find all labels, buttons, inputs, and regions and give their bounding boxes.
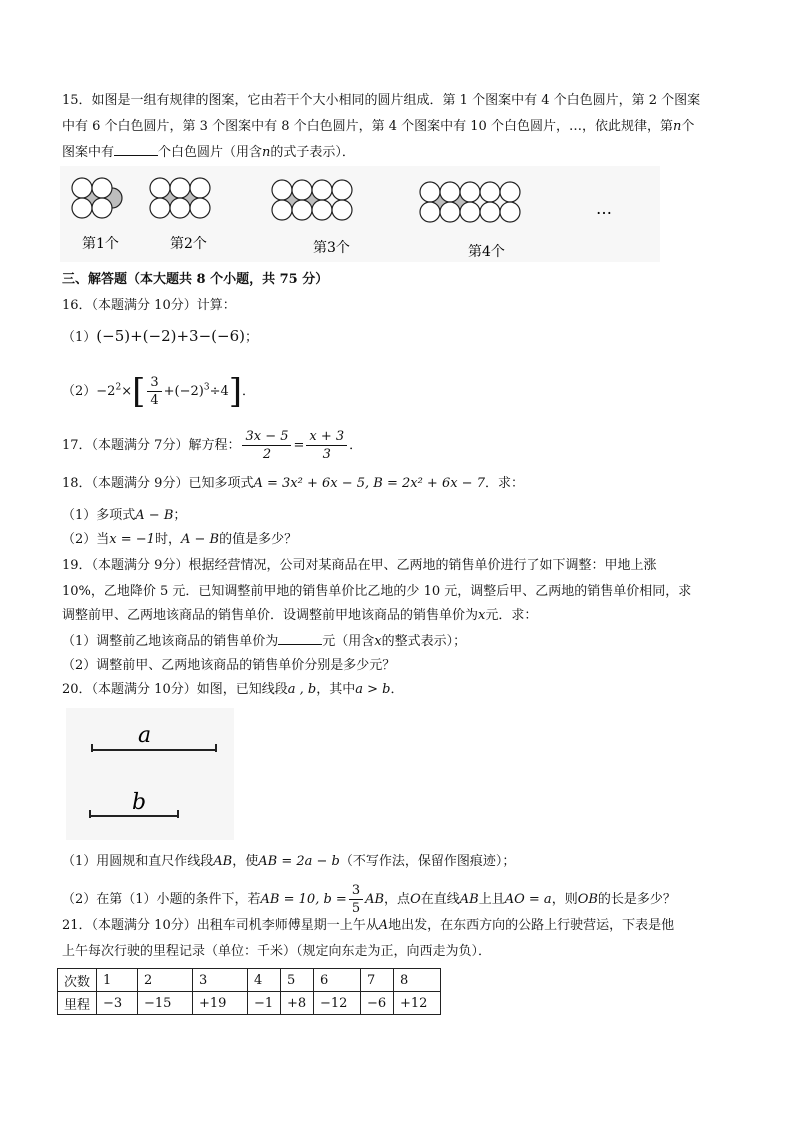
q16-p2-exp2: 3: [203, 382, 210, 393]
q19-line3-var: x: [478, 608, 486, 623]
q20-p2-end: 的长是多少？: [597, 892, 676, 907]
q20-p2-mid2: 在直线: [420, 892, 460, 907]
table-cell: +8: [281, 992, 314, 1015]
q21-line1-pre: 21．（本题满分 10分）出租车司机李师傅星期一上午从: [62, 918, 379, 933]
q20-p1-mid: ，使: [232, 854, 259, 869]
q19-line1: 19．（本题满分 9分）根据经营情况，公司对某商品在甲、乙两地的销售单价进行了如下调整：甲地上涨: [62, 558, 657, 573]
q15-line3: [62, 143, 355, 163]
q16-p2-fraction: [147, 374, 161, 409]
q16-p2-lbracket: [: [132, 371, 146, 412]
q20-p2-o: O: [410, 892, 421, 907]
q20-p2-num: 3: [349, 882, 363, 900]
pattern-caption-2: 第2个: [170, 236, 207, 252]
q16-p1-end: ；: [244, 330, 258, 345]
white-disc: [332, 200, 352, 220]
q16-p2-b: +(−2): [163, 384, 204, 399]
table-cell: +19: [193, 992, 248, 1015]
white-disc: [500, 202, 520, 222]
table-cell: 3: [193, 969, 248, 992]
q20-p2-mid4: ，则: [551, 892, 578, 907]
white-disc: [190, 178, 210, 198]
mileage-table: [57, 968, 441, 1015]
q16-p2-times: ×: [121, 384, 133, 399]
q17-fraction-left: [242, 428, 291, 463]
white-disc: [440, 182, 460, 202]
q19-p1-var: x: [374, 634, 382, 649]
q18-p2-text: （2）当: [62, 532, 110, 547]
white-disc: [460, 202, 480, 222]
q16-p2-exp: 2: [115, 382, 122, 393]
q15-line1: 15．如图是一组有规律的图案，它由若干个大小相同的圆片组成．第 1 个图案中有 4 个白色圆片，第 2 个图案: [62, 93, 701, 108]
q16-p2-c: ÷4: [209, 384, 229, 399]
q19-line2: 10%，乙地降价 5 元．已知调整前甲地的销售单价比乙地的少 10 元，调整后甲、乙两地的销售单价相同，求: [62, 584, 692, 599]
q17-den2: 3: [322, 447, 331, 462]
q16-p2-num: 3: [147, 374, 161, 392]
white-disc: [150, 178, 170, 198]
q17-fraction-right: [306, 428, 347, 463]
q20-p2-expr: AB = 10, b =: [260, 892, 347, 907]
q18-p1-end: ；: [173, 508, 187, 523]
table-cell: 8: [394, 969, 441, 992]
q20-p2-ab: AB: [365, 892, 385, 907]
q18-p1-text: （1）多项式: [62, 508, 136, 523]
q21-line1-post: 地出发，在东西方向的公路上行驶营运，下表是他: [388, 918, 675, 933]
q20-p2-ab2: AB: [459, 892, 479, 907]
white-disc: [312, 180, 332, 200]
table-cell: 4: [248, 969, 281, 992]
white-disc: [272, 180, 292, 200]
q15-line2-end: 个: [681, 119, 695, 134]
white-disc: [72, 178, 92, 198]
q16-stem: 16．（本题满分 10分）计算：: [62, 298, 236, 313]
q19-p1-post: 元（用含: [322, 634, 375, 649]
white-disc: [332, 180, 352, 200]
q20-p1-expr: AB = 2a − b: [258, 854, 340, 869]
q16-p2-den: 4: [150, 393, 159, 408]
q20-vars: a , b: [287, 682, 317, 697]
q18-p1-expr: A − B: [135, 508, 174, 523]
q19-line3-end: 元．求：: [485, 608, 538, 623]
pattern-ellipsis: …: [596, 199, 612, 218]
pattern-caption-1: 第1个: [82, 236, 119, 252]
q18-p2-expr: x = −1: [109, 532, 155, 547]
q21-line1: [62, 916, 674, 936]
table-cell: 1: [97, 969, 138, 992]
q20-p2-ao: AO = a: [504, 892, 552, 907]
table-row: [58, 992, 441, 1015]
q20-p2-mid: ，点: [384, 892, 411, 907]
circle-pattern-figure: [60, 166, 660, 262]
q16-part1: [62, 326, 258, 348]
q18-p2-expr2: A − B: [180, 532, 220, 547]
q18-stem-text: 18．（本题满分 9分）已知多项式: [62, 476, 254, 491]
q19-line3-pre: 调整前甲、乙两地该商品的销售单价．设调整前甲地该商品的销售单价为: [62, 608, 479, 623]
q16-p2-rbracket: ]: [228, 371, 243, 412]
q15-line3-post: 个白色圆片（用含: [158, 145, 263, 160]
q20-p2-fraction: [349, 882, 363, 917]
white-disc: [292, 180, 312, 200]
answer-blank[interactable]: [278, 632, 322, 645]
pattern-caption-3: 第3个: [313, 240, 350, 256]
q20-stem: [62, 680, 403, 700]
pattern-caption-4: 第4个: [468, 244, 505, 260]
white-disc: [480, 182, 500, 202]
q17-stem: 17．（本题满分 7分）解方程：: [62, 438, 241, 453]
q15-line3-end: 的式子表示）．: [270, 145, 355, 160]
q18-p2-end: 的值是多少？: [219, 532, 298, 547]
q19-part2: （2）调整前甲、乙两地该商品的销售单价分别是多少元？: [62, 658, 396, 673]
white-disc: [500, 182, 520, 202]
q21-line1-var: A: [378, 918, 389, 933]
table-cell: −12: [314, 992, 361, 1015]
white-disc: [312, 200, 332, 220]
q17-eq: =: [293, 438, 305, 453]
white-disc: [170, 178, 190, 198]
white-disc: [420, 202, 440, 222]
q17-den1: 2: [262, 447, 272, 462]
q15-line2-var: n: [672, 119, 682, 134]
q19-line3: [62, 606, 537, 626]
q20-p1-end: （不写作法，保留作图痕迹）；: [339, 854, 516, 869]
q18-expr: A = 3x² + 6x − 5, B = 2x² + 6x − 7: [253, 476, 485, 491]
q20-cond: a > b: [355, 682, 391, 697]
q19-p1-end: 的整式表示）；: [381, 634, 467, 649]
white-disc: [420, 182, 440, 202]
white-disc: [150, 198, 170, 218]
table-cell: 2: [138, 969, 193, 992]
white-disc: [440, 202, 460, 222]
q20-p2-pre: （2）在第（1）小题的条件下，若: [62, 892, 261, 907]
segment-b-label: b: [132, 790, 147, 815]
section-heading: 三、解答题（本大题共 8 个小题，共 75 分）: [62, 272, 329, 287]
table-cell: +12: [394, 992, 441, 1015]
q20-end: ．: [390, 682, 404, 697]
pattern-2: [150, 178, 210, 218]
q17: [62, 428, 362, 463]
q15-line2: [62, 117, 694, 137]
white-disc: [480, 202, 500, 222]
q20-p2-ob: OB: [577, 892, 598, 907]
q17-num1: 3x − 5: [242, 428, 291, 446]
table-cell: −15: [138, 992, 193, 1015]
white-disc: [190, 198, 210, 218]
white-disc: [170, 198, 190, 218]
q20-mid: ，其中: [316, 682, 356, 697]
q15-line3-pre: 图案中有: [62, 145, 115, 160]
white-disc: [92, 198, 112, 218]
segment-a-label: a: [138, 723, 152, 748]
q21-line2: 上午每次行驶的里程记录（单位：千米）（规定向东走为正，向西走为负）．: [62, 944, 492, 959]
q20-part1: [62, 852, 515, 872]
q16-p2-label: （2）: [62, 384, 97, 399]
table-cell: 6: [314, 969, 361, 992]
q19-part1: [62, 632, 466, 652]
segments-figure: [66, 708, 234, 840]
q20-part2: [62, 882, 676, 917]
white-disc: [72, 198, 92, 218]
table-cell: 次数: [58, 969, 97, 992]
q17-end: ．: [349, 438, 363, 453]
table-cell: −6: [361, 992, 394, 1015]
q20-p1-pre: （1）用圆规和直尺作线段: [62, 854, 214, 869]
table-cell: 5: [281, 969, 314, 992]
q16-p2-a: −2: [96, 384, 116, 399]
white-disc: [92, 178, 112, 198]
white-disc: [460, 182, 480, 202]
q18-part2: [62, 530, 297, 550]
q16-part2: [62, 371, 256, 412]
q20-p2-den: 5: [351, 901, 361, 916]
q20-p2-mid3: 上且: [478, 892, 505, 907]
table-cell: 7: [361, 969, 394, 992]
q20-stem-text: 20．（本题满分 10分）如图，已知线段: [62, 682, 288, 697]
table-cell: 里程: [58, 992, 97, 1015]
q20-p1-ab: AB: [213, 854, 233, 869]
q17-num2: x + 3: [306, 428, 347, 446]
table-cell: −3: [97, 992, 138, 1015]
q18-part1: [62, 506, 186, 526]
q16-p1-expr: (−5)+(−2)+3−(−6): [96, 327, 245, 345]
answer-blank[interactable]: [114, 143, 158, 156]
q15-line3-var: n: [262, 145, 271, 160]
table-row: [58, 969, 441, 992]
q15-line2-text: 中有 6 个白色圆片，第 3 个图案中有 8 个白色圆片，第 4 个图案中有 10 个白色圆片，…，依此规律，第: [62, 119, 673, 134]
table-cell: −1: [248, 992, 281, 1015]
q18-p2-mid: 时，: [154, 532, 181, 547]
white-disc: [292, 200, 312, 220]
q16-p1-label: （1）: [62, 330, 97, 345]
q16-p2-end: ．: [242, 384, 256, 399]
q18-stem: [62, 474, 524, 494]
q18-end: ．求：: [484, 476, 524, 491]
white-disc: [272, 200, 292, 220]
q19-p1-pre: （1）调整前乙地该商品的销售单价为: [62, 634, 279, 649]
